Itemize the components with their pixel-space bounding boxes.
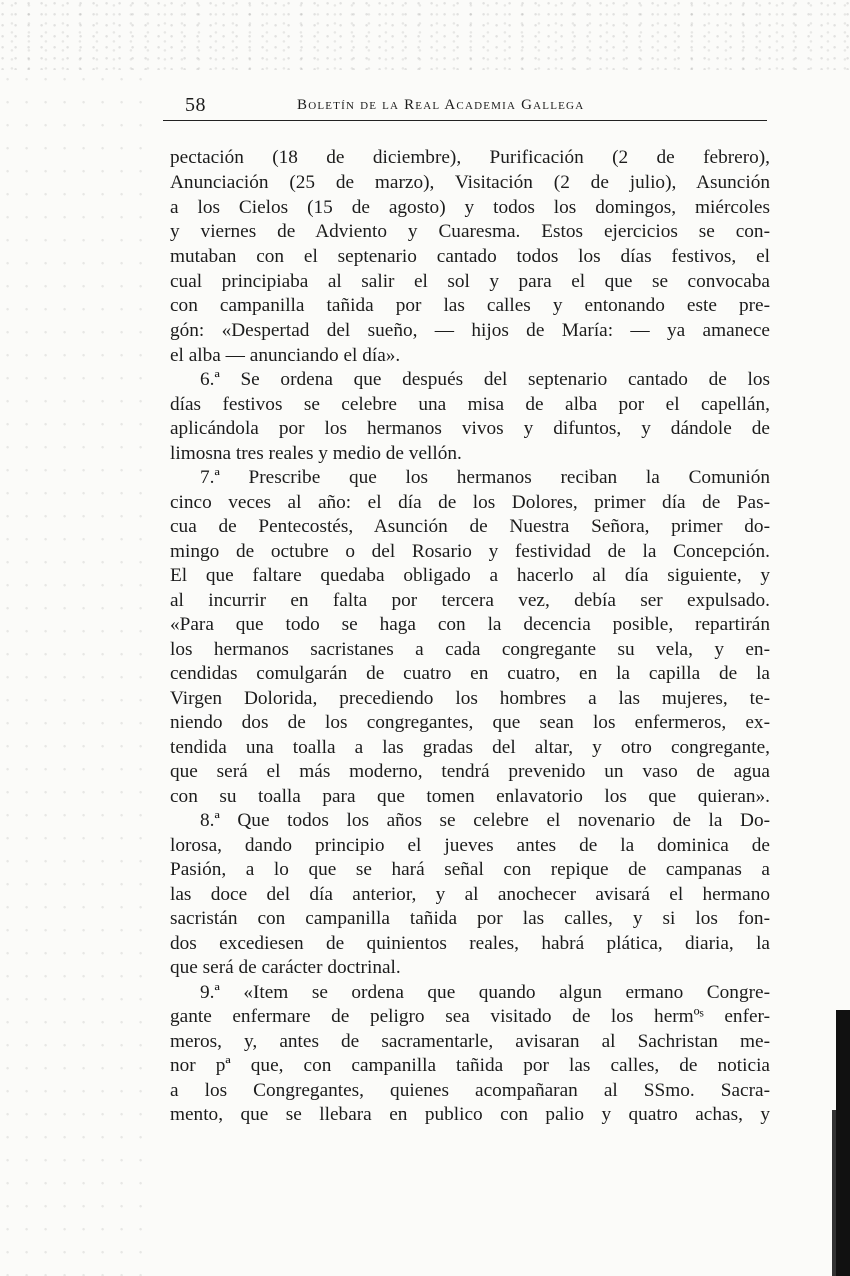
paragraph-8-start: 8.ª Que todos los años se celebre el novenario de la Do-	[200, 810, 770, 831]
text-line: cendidas comulgarán de cuatro en cuatro, en la capilla de la	[170, 663, 770, 684]
text-line: sacristán con campanilla tañida por las calles, y si los fon-	[170, 908, 770, 929]
text-line: días festivos se celebre una misa de alba por el capellán,	[170, 394, 770, 415]
text-line: los hermanos sacristanes a cada congregante su vela, y en-	[170, 639, 770, 660]
header-rule	[163, 120, 767, 121]
text-line: que será el más moderno, tendrá prevenido un vaso de agua	[170, 761, 770, 782]
text-line: limosna tres reales y medio de vellón.	[170, 443, 462, 464]
text-line: mento, que se llebara en publico con palio y quatro achas, y	[170, 1104, 770, 1125]
text-line: cinco veces al año: el día de los Dolores, primer día de Pas-	[170, 492, 770, 513]
scan-noise-left	[0, 70, 150, 1276]
text-line: gón: «Despertad del sueño, — hijos de María: — ya amanece	[170, 320, 770, 341]
text-line: meros, y, antes de sacramentarle, avisaran al Sachristan me-	[170, 1031, 770, 1052]
scan-noise-top	[0, 0, 850, 70]
text-line: con su toalla para que tomen enlavatorio los que quieran».	[170, 786, 770, 807]
text-line: que será de carácter doctrinal.	[170, 957, 401, 978]
text-line: mutaban con el septenario cantado todos los días festivos, el	[170, 246, 770, 267]
scan-dark-edge-inner	[832, 1110, 836, 1276]
text-line: con campanilla tañida por las calles y entonando este pre-	[170, 295, 770, 316]
paragraph-6-start: 6.ª Se ordena que después del septenario cantado de los	[200, 369, 770, 390]
text-line: El que faltare quedaba obligado a hacerlo al día siguiente, y	[170, 565, 770, 586]
text-line: Pasión, a lo que se hará señal con repique de campanas a	[170, 859, 770, 880]
text-line: nor pª que, con campanilla tañida por las calles, de noticia	[170, 1055, 770, 1076]
running-title: Boletín de la Real Academia Gallega	[297, 97, 585, 113]
scan-dark-edge	[836, 1010, 850, 1276]
page-header	[185, 92, 767, 120]
text-line: aplicándola por los hermanos vivos y difuntos, y dándole de	[170, 418, 770, 439]
text-line: cua de Pentecostés, Asunción de Nuestra Señora, primer do-	[170, 516, 770, 537]
text-line: mingo de octubre o del Rosario y festividad de la Concepción.	[170, 541, 770, 562]
text-line: al incurrir en falta por tercera vez, debía ser expulsado.	[170, 590, 770, 611]
text-line: el alba — anunciando el día».	[170, 345, 401, 366]
text-line: pectación (18 de diciembre), Purificación (2 de febrero),	[170, 147, 770, 168]
text-line: niendo dos de los congregantes, que sean los enfermeros, ex-	[170, 712, 770, 733]
paragraph-9-start: 9.ª «Item se ordena que quando algun ermano Congre-	[200, 982, 770, 1003]
text-line: a los Cielos (15 de agosto) y todos los domingos, miércoles	[170, 197, 770, 218]
text-line: tendida una toalla a las gradas del altar, y otro congregante,	[170, 737, 770, 758]
text-line: Virgen Dolorida, precediendo los hombres a las mujeres, te-	[170, 688, 770, 709]
text-line: y viernes de Adviento y Cuaresma. Estos ejercicios se con-	[170, 221, 770, 242]
text-line: las doce del día anterior, y al anochecer avisará el hermano	[170, 884, 770, 905]
text-line: cual principiaba al salir el sol y para el que se convocaba	[170, 271, 770, 292]
text-line: lorosa, dando principio el jueves antes de la dominica de	[170, 835, 770, 856]
text-line: dos excediesen de quinientos reales, habrá plática, diaria, la	[170, 933, 770, 954]
page-number: 58	[185, 94, 206, 116]
text-line: gante enfermare de peligro sea visitado de los hermºˢ enfer-	[170, 1006, 770, 1027]
text-line: «Para que todo se haga con la decencia posible, repartirán	[170, 614, 770, 635]
text-line: a los Congregantes, quienes acompañaran al SSmo. Sacra-	[170, 1080, 770, 1101]
text-line: Anunciación (25 de marzo), Visitación (2 de julio), Asunción	[170, 172, 770, 193]
paragraph-7-start: 7.ª Prescribe que los hermanos reciban la Comunión	[200, 467, 770, 488]
